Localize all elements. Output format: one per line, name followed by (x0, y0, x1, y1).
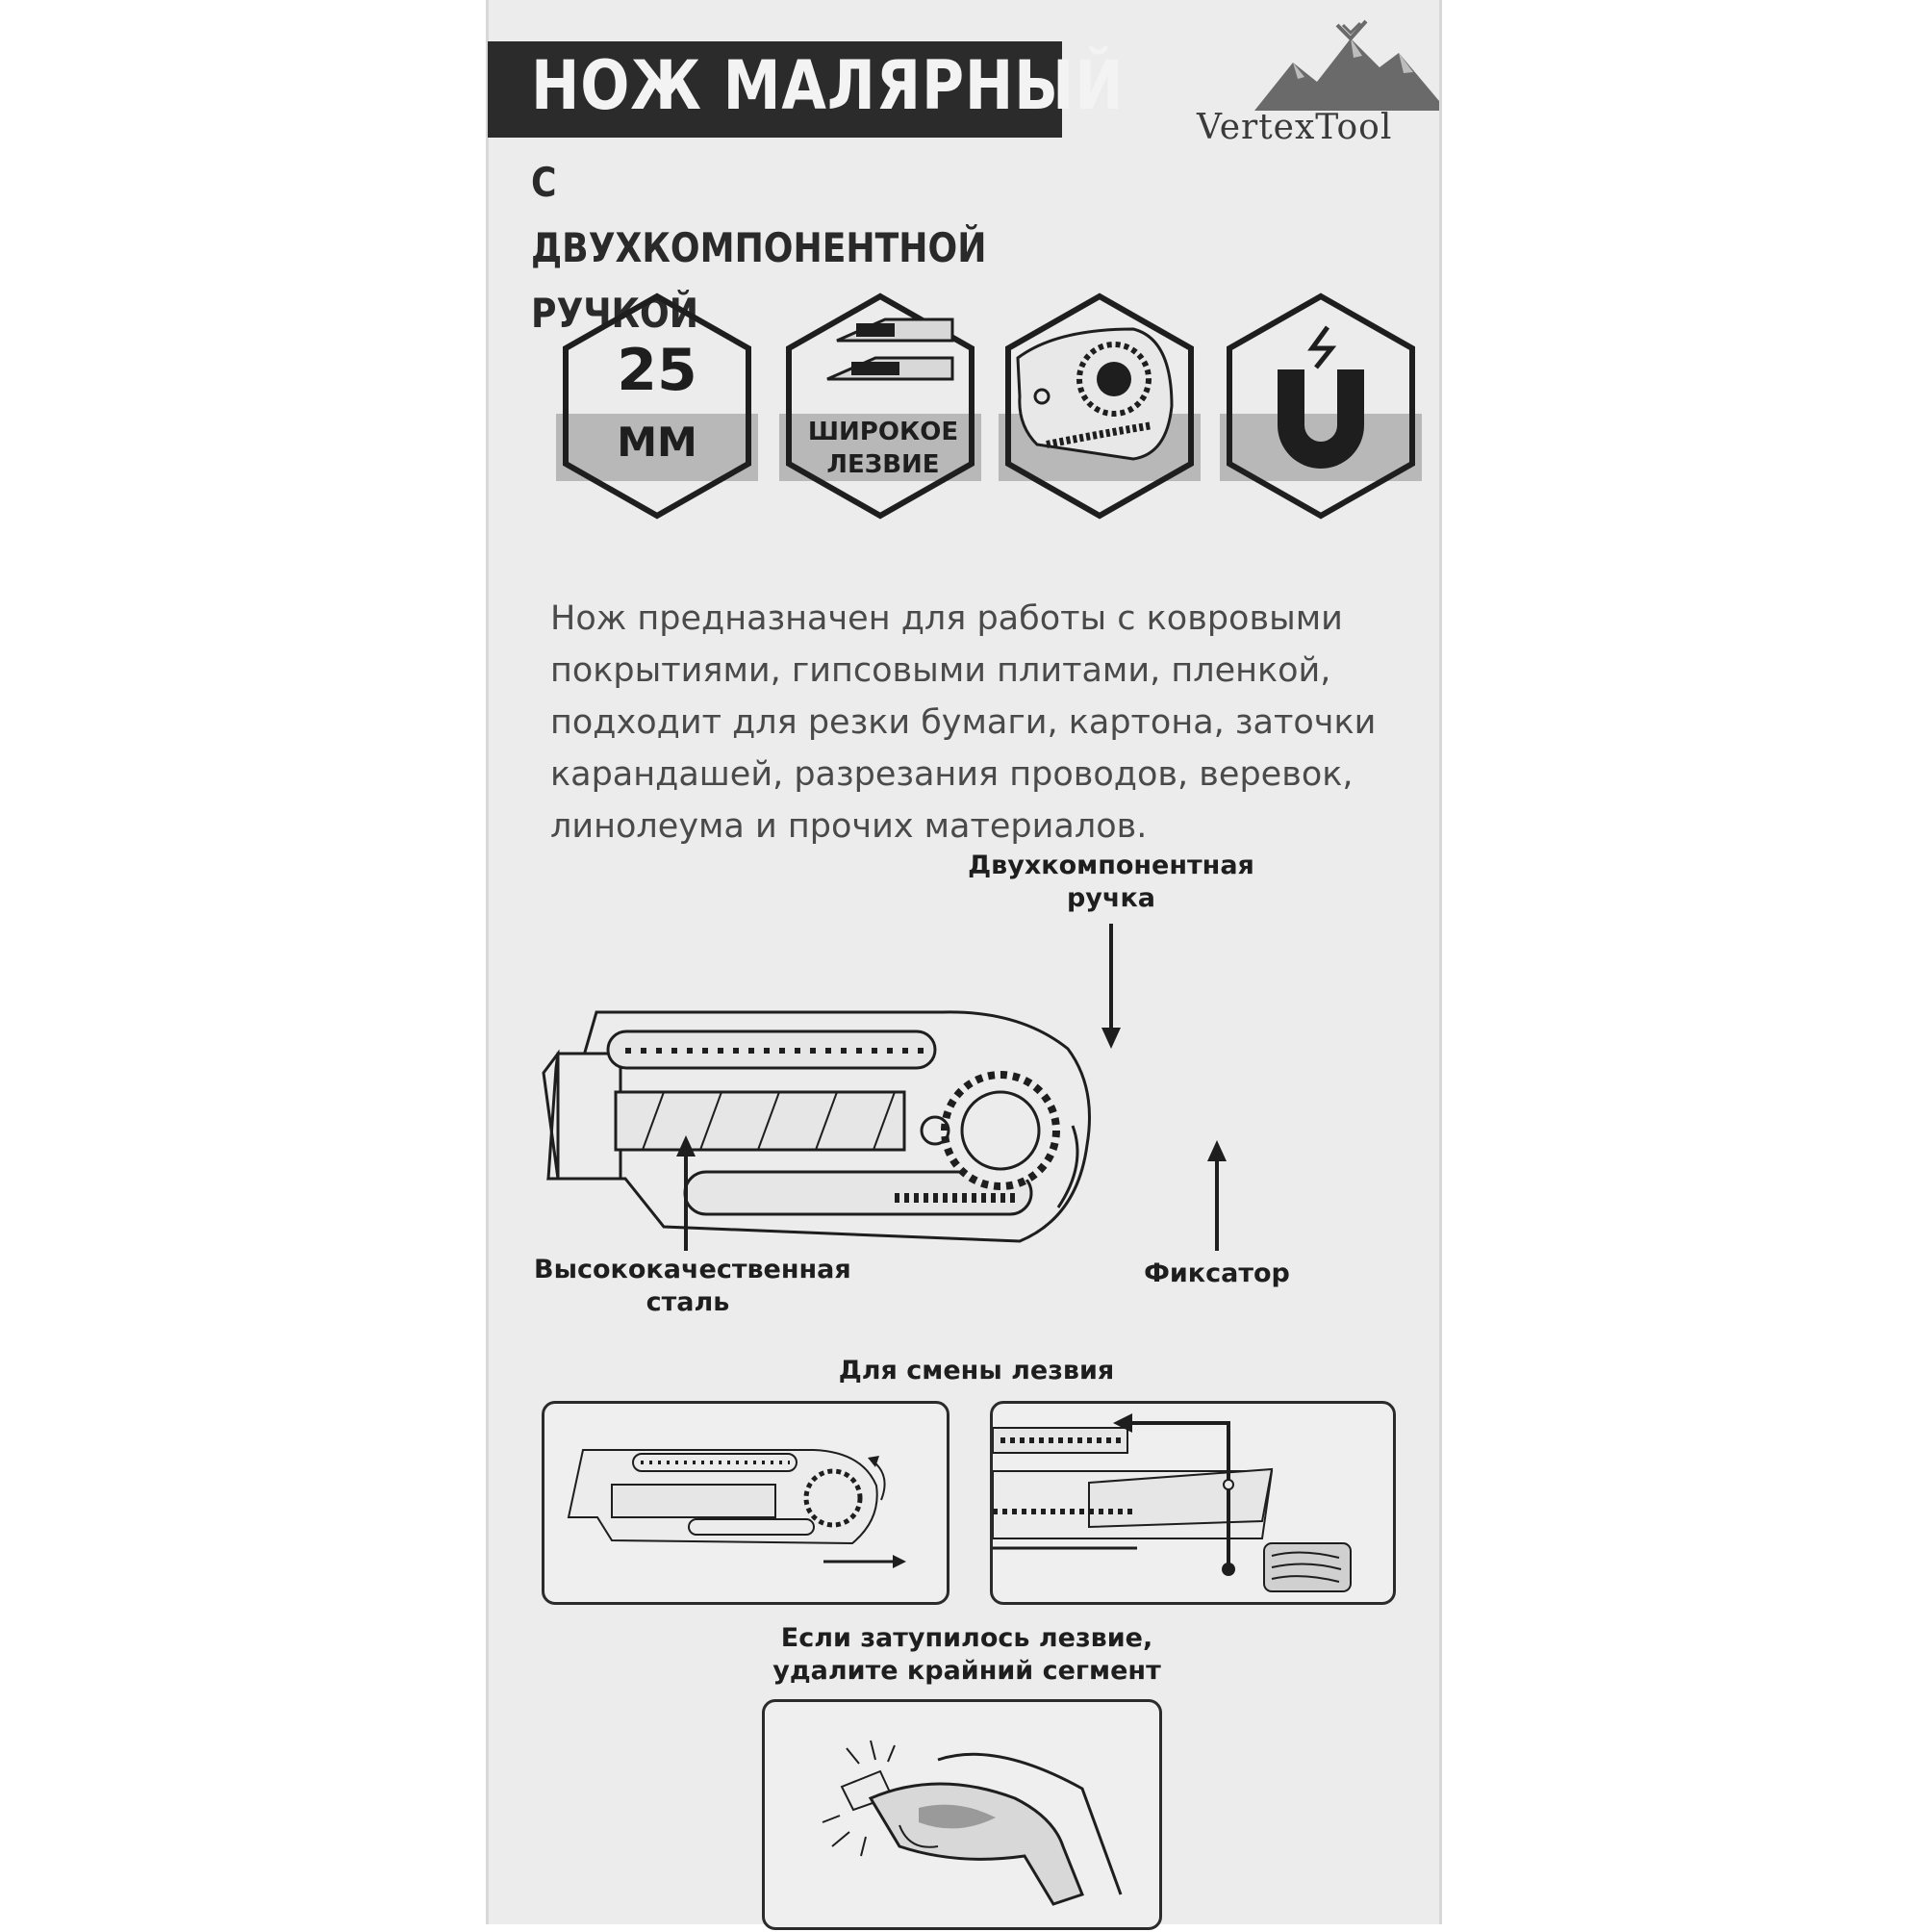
remove-blade-illustration (993, 1404, 1393, 1602)
unlock-wheel-illustration (544, 1404, 947, 1602)
callout-handle: Двухкомпонентная ручка (968, 851, 1254, 913)
feature-wide-blade-label: ШИРОКОЕ ЛЕЗВИЕ (807, 418, 959, 479)
callout-steel: Высококачественная сталь (534, 1255, 851, 1317)
product-description: Нож предназначен для работы с ковровыми покрытиями, гипсовыми плитами, пленкой, подходит для резки бумаги, картона, заточки карандашей, разрезания проводов, веревок, линолеума и прочих материалов. (550, 599, 1377, 846)
blade-change-title: Для смены лезвия (838, 1356, 1115, 1385)
feature-size-unit: ММ (617, 419, 697, 466)
brand-name: VertexTool (1197, 108, 1393, 147)
snap-blade-step (762, 1699, 1162, 1930)
callout-lock: Фиксатор (1144, 1258, 1290, 1288)
feature-size-value: 25 (617, 337, 697, 404)
dull-blade-title: Если затупилось лезвие, удалите крайний сегмент (772, 1623, 1161, 1686)
blade-change-step-1 (542, 1401, 949, 1605)
snap-segment-illustration (765, 1702, 1159, 1927)
product-subtitle: С ДВУХКОМПОНЕНТНОЙ РУЧКОЙ (531, 159, 987, 337)
blade-change-step-2 (990, 1401, 1396, 1605)
product-title: НОЖ МАЛЯРНЫЙ (531, 46, 1125, 125)
